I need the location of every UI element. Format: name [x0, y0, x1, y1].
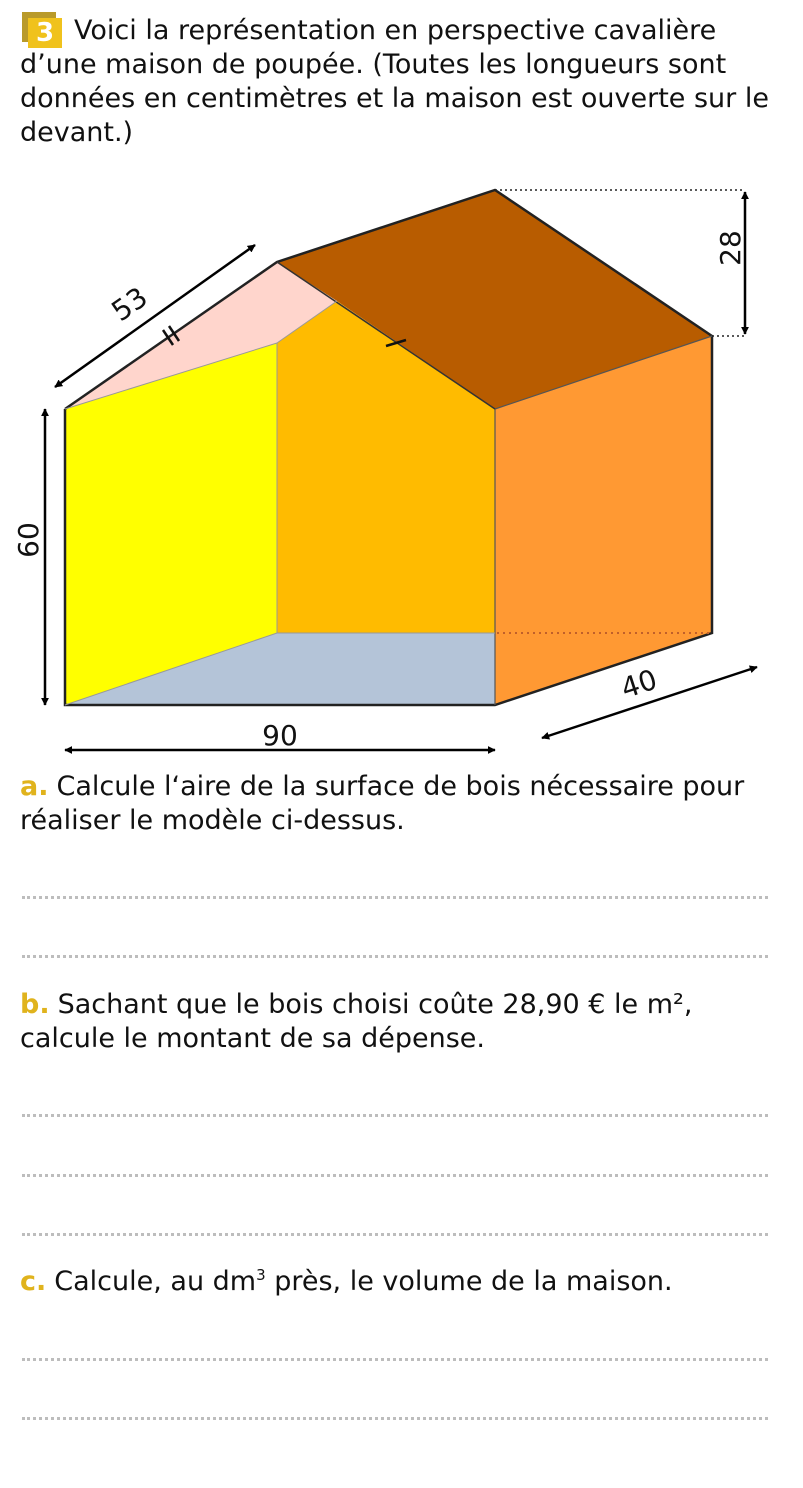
exercise-intro	[20, 14, 790, 150]
label-wall-height: 60	[12, 522, 45, 558]
question-letter: b.	[20, 989, 50, 1020]
label-depth-bottom: 40	[617, 662, 662, 706]
question-letter: a.	[20, 771, 49, 802]
answer-line[interactable]	[22, 1233, 768, 1236]
answer-line[interactable]	[22, 1114, 768, 1117]
question-a	[20, 770, 790, 838]
answer-line[interactable]	[22, 955, 768, 958]
question-text-end: près, le volume de la maison.	[265, 1266, 673, 1297]
question-c	[20, 1265, 790, 1299]
label-depth-top: 53	[105, 280, 154, 328]
label-roof-height: 28	[714, 230, 747, 266]
answer-line[interactable]	[22, 896, 768, 899]
superscript: 3	[256, 1266, 266, 1284]
label-width: 90	[262, 719, 298, 752]
question-text-start: Calcule, au dm	[54, 1266, 257, 1297]
question-text: Calcule l‘aire de la surface de bois nécessaire pour réaliser le modèle ci-dessus.	[20, 771, 745, 836]
answer-line[interactable]	[22, 1417, 768, 1420]
exercise-number: 3	[28, 18, 62, 48]
question-b	[20, 988, 790, 1056]
intro-text: Voici la représentation en perspective cavalière d’une maison de poupée. (Toutes les longueurs sont données en centimètres et la maison est ouverte sur le devant.)	[20, 15, 769, 148]
question-letter: c.	[20, 1266, 47, 1297]
answer-line[interactable]	[22, 1358, 768, 1361]
dollhouse-figure	[0, 170, 803, 770]
question-text: Sachant que le bois choisi coûte 28,90 € le m², calcule le montant de sa dépense.	[20, 989, 693, 1054]
answer-line[interactable]	[22, 1174, 768, 1177]
